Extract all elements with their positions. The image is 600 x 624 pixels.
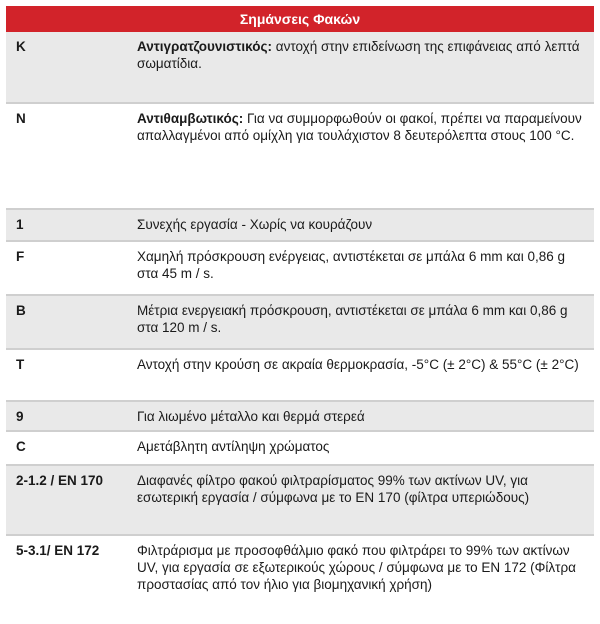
row-text: αντοχή στην επιδείνωση της επιφάνειας από λεπτά σωματίδια. [137,39,580,71]
row-text-line: απαλλαγμένοι από ομίχλη για τουλάχιστον 8 δευτερόλεπτα στους 100 °C. [137,128,575,143]
table-row [6,210,594,242]
row-code: 5-3.1/ EN 172 [16,543,100,558]
row-code: K [16,39,26,54]
table-row [6,350,594,402]
row-code: F [16,249,25,264]
row-code: 2-1.2 / EN 170 [16,473,104,488]
row-description: Για λιωμένο μέταλλο και θερμά στερεά [137,409,365,424]
table-row [6,104,594,210]
row-description: Φιλτράρισμα με προσοφθάλμιο φακό που φιλτράρει το 99% των ακτίνων UV, για εργασία σε εξωτερικούς χώρους / σύμφωνα με το EN 172 (Φίλτρα προστασίας από τον ήλιο για βιομηχανική χρήση) [137,543,576,592]
row-lead: Αντιγρατζουνιστικός: [137,39,273,54]
table-row [6,242,594,296]
row-code: 1 [16,217,24,232]
table-row [6,32,594,104]
row-code: 9 [16,409,24,424]
row-description: Χαμηλή πρόσκρουση ενέργειας, αντιστέκεται σε μπάλα 6 mm και 0,86 g στα 45 m / s. [137,249,566,281]
row-code: N [16,111,26,126]
row-description: Συνεχής εργασία - Χωρίς να κουράζουν [137,217,373,232]
row-description: Διαφανές φίλτρο φακού φιλτραρίσματος 99% των ακτίνων UV, για εσωτερική εργασία / σύμφωνα με το EN 170 (φίλτρα υπεριώδους) [137,473,530,505]
table-row [6,402,594,432]
table-row [6,536,594,624]
row-description: Αντοχή στην κρούση σε ακραία θερμοκρασία, -5°C (± 2°C) & 55°C (± 2°C) [137,357,579,372]
row-description: Μέτρια ενεργειακή πρόσκρουση, αντιστέκεται σε μπάλα 6 mm και 0,86 g στα 120 m / s. [137,303,568,335]
row-lead: Αντιθαμβωτικός: [137,111,244,126]
table-row [6,296,594,350]
row-code: B [16,303,26,318]
row-code: C [16,439,26,454]
table-row [6,432,594,466]
row-code: T [16,357,25,372]
row-description: Αμετάβλητη αντίληψη χρώματος [137,439,330,454]
table-row [6,466,594,536]
row-description [137,38,594,96]
lens-markings-table [6,6,594,624]
row-text-line: Για να συμμορφωθούν οι φακοί, πρέπει να παραμείνουν [243,111,582,126]
table-header: Σημάνσεις Φακών [6,6,594,32]
row-description [137,110,594,202]
